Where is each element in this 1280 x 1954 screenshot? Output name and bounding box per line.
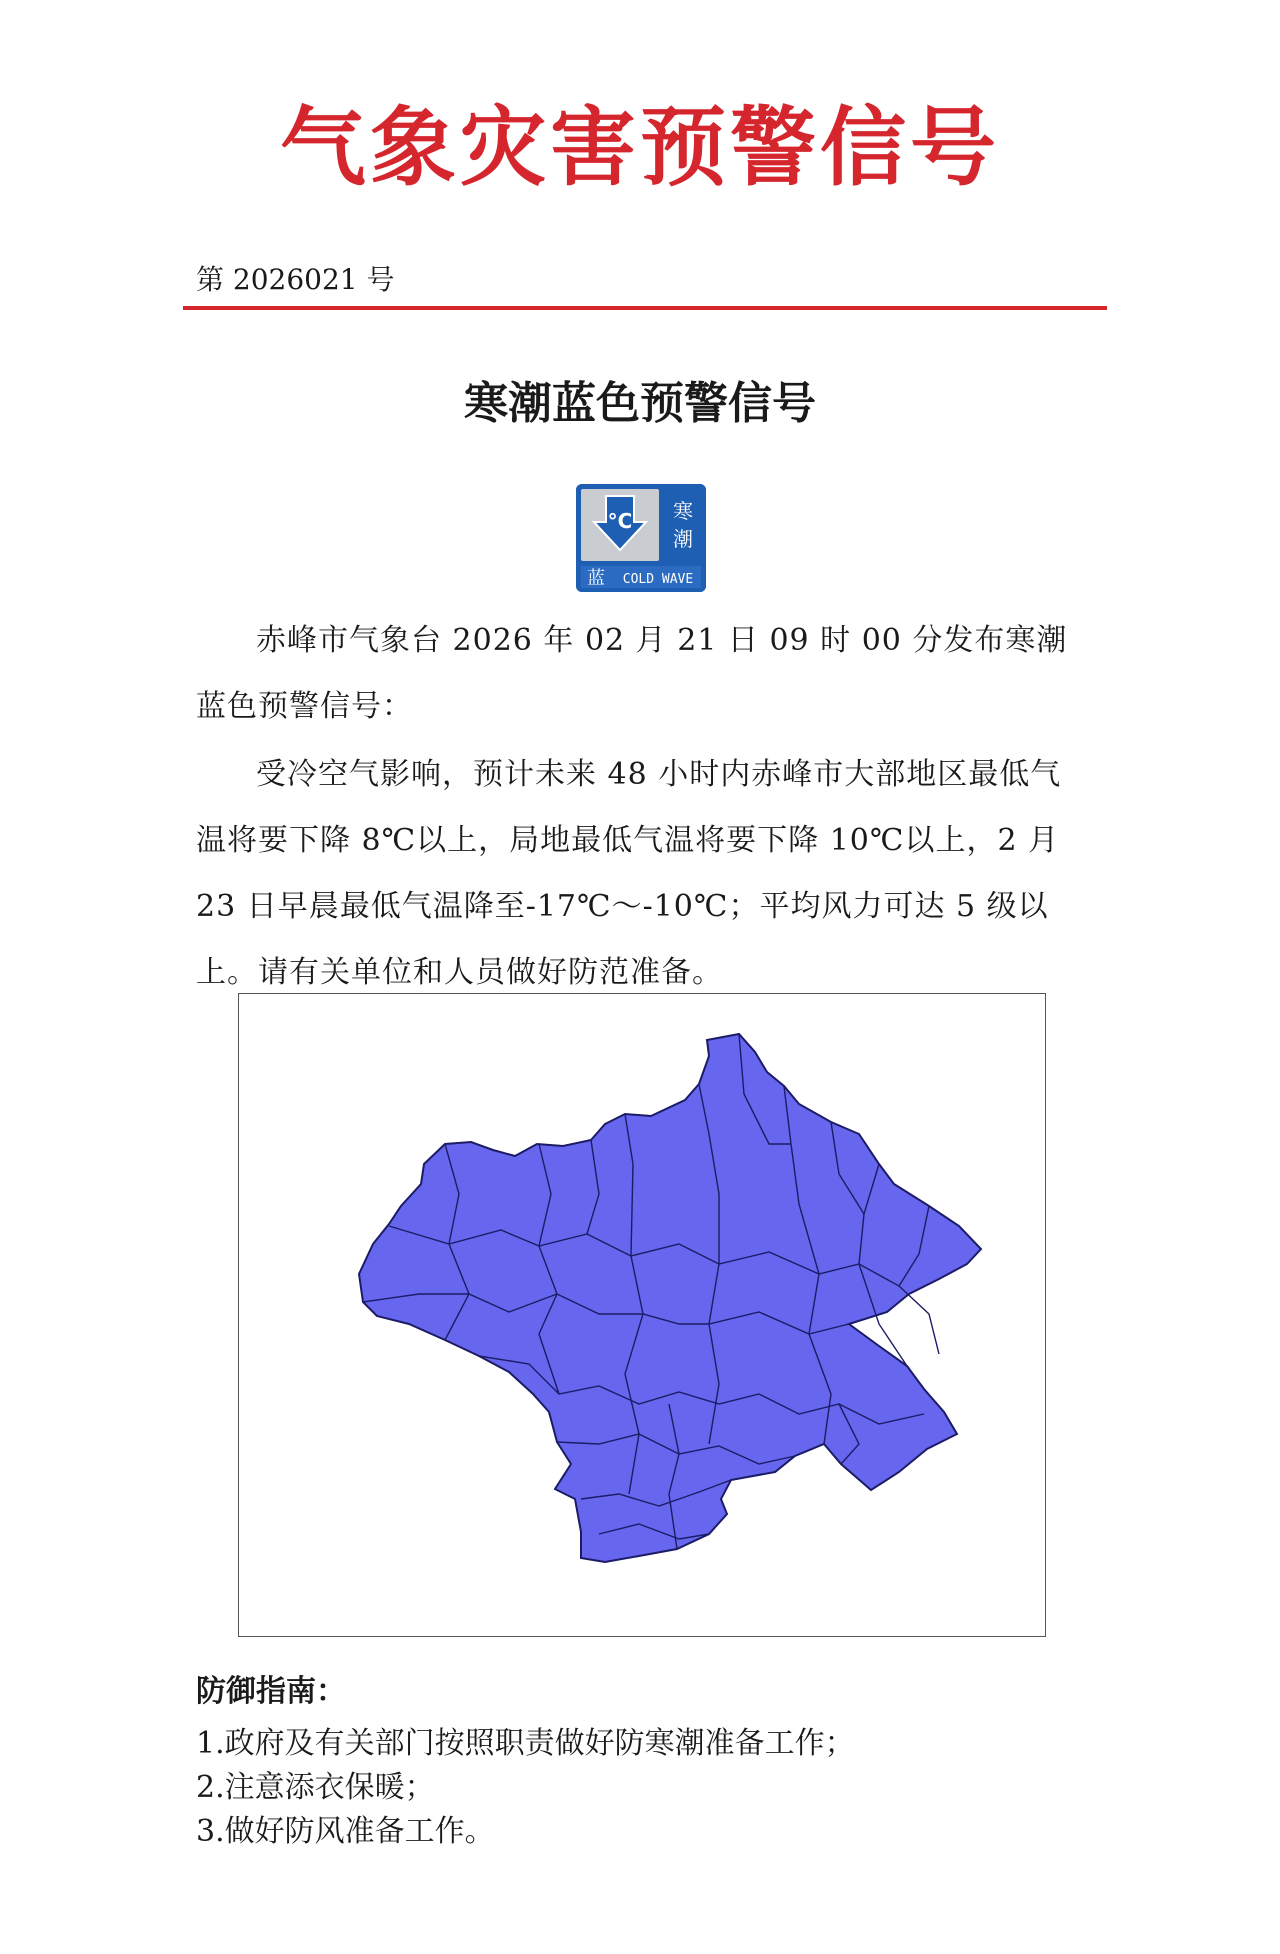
map-region-outline bbox=[359, 1034, 981, 1562]
document-number: 第 2026021 号 bbox=[196, 263, 395, 296]
chifeng-region-map bbox=[239, 994, 1045, 1636]
badge-side-label-2: 潮 bbox=[673, 527, 693, 551]
badge-level-label: 蓝 bbox=[587, 568, 605, 589]
defense-guide-item: 3.做好防风准备工作。 bbox=[196, 1814, 495, 1849]
header-divider bbox=[183, 306, 1107, 310]
alert-title: 寒潮蓝色预警信号 bbox=[464, 378, 816, 429]
warning-area-map bbox=[238, 993, 1046, 1637]
alert-issue-paragraph: 赤峰市气象台 2026 年 02 月 21 日 09 时 00 分发布寒潮蓝色预警信号： bbox=[196, 623, 1068, 724]
cold-wave-badge-graphic bbox=[576, 484, 706, 592]
cold-wave-blue-badge bbox=[576, 484, 706, 592]
alert-detail-paragraph: 受冷空气影响，预计未来 48 小时内赤峰市大部地区最低气温将要下降 8℃以上，局地最低气温将要下降 10℃以上，2 月 23 日早晨最低气温降至-17℃～-10℃；平均风力可达 5 级以上。请有关单位和人员做好防范准备。 bbox=[196, 757, 1062, 990]
defense-guide-heading: 防御指南： bbox=[196, 1674, 346, 1709]
badge-side-label-1: 寒 bbox=[673, 499, 693, 523]
defense-guide-item: 2.注意添衣保暖； bbox=[196, 1770, 435, 1805]
defense-guide-item: 1.政府及有关部门按照职责做好防寒潮准备工作； bbox=[196, 1726, 855, 1761]
badge-english-label: COLD WAVE bbox=[622, 572, 694, 587]
document-header-title: 气象灾害预警信号 bbox=[280, 97, 1000, 198]
badge-unit: °C bbox=[607, 509, 633, 533]
